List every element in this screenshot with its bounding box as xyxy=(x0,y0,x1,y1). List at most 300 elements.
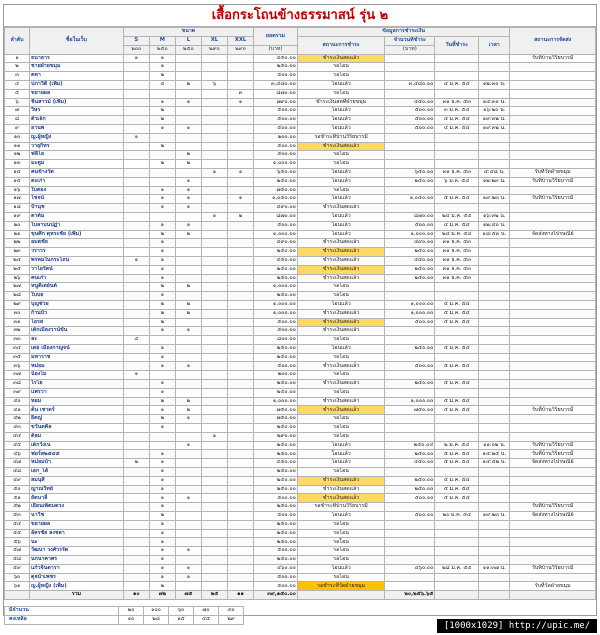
row-qty-s xyxy=(123,512,149,521)
row-ship xyxy=(510,573,596,582)
row-status: โอนแล้ว xyxy=(297,107,385,116)
row-total: ๒๕๐.๐๐ xyxy=(254,380,298,389)
row-name: โชจน์ xyxy=(30,195,124,204)
row-qty-l xyxy=(175,133,201,142)
row-total: ๒๕๐.๐๐ xyxy=(254,485,298,494)
row-no: ๕๔ xyxy=(5,520,30,529)
row-paid: ๗๕๐.๐๐ xyxy=(385,406,435,415)
row-time xyxy=(479,476,510,485)
row-ship xyxy=(510,336,596,345)
row-date: ๓๑ ธ.ค. ๕๓ xyxy=(435,98,479,107)
row-qty-xl: ๑ xyxy=(201,432,227,441)
row-no: ๒๖ xyxy=(5,274,30,283)
row-paid xyxy=(385,547,435,556)
table-row xyxy=(5,274,596,283)
row-total: ๒๕๐.๐๐ xyxy=(254,265,298,274)
row-status: รอโอน xyxy=(297,160,385,169)
row-paid xyxy=(385,283,435,292)
row-qty-xxl xyxy=(227,265,253,274)
row-date xyxy=(435,133,479,142)
row-no: ๖ xyxy=(5,98,30,107)
row-status: โอนแล้ว xyxy=(297,124,385,133)
row-status: ชำระเงินสดแล้ว xyxy=(297,362,385,371)
row-date: ๕ ม.ค. ๕๔ xyxy=(435,309,479,318)
row-date xyxy=(435,388,479,397)
totals-qty: ๗๕ xyxy=(175,591,201,600)
row-total: ๒๕๐.๐๐ xyxy=(254,424,298,433)
row-qty-l xyxy=(175,512,201,521)
row-qty-l: ๑ xyxy=(175,186,201,195)
row-qty-l xyxy=(175,265,201,274)
row-qty-xl: ๖ xyxy=(201,80,227,89)
row-name: ใบบอ xyxy=(30,292,124,301)
row-qty-m: ๑ xyxy=(149,380,175,389)
row-date: ๓๑ ธ.ค. ๕๓ xyxy=(435,168,479,177)
row-status: รอโอน xyxy=(297,63,385,72)
row-no: ๕๖ xyxy=(5,538,30,547)
row-total: ๕๐๐.๐๐ xyxy=(254,318,298,327)
table-row xyxy=(5,300,596,309)
table-row xyxy=(5,424,596,433)
row-qty-l xyxy=(175,142,201,151)
row-status: รอโอน xyxy=(297,468,385,477)
table-row xyxy=(5,133,596,142)
row-date: ๕ ม.ค. ๕๔ xyxy=(435,318,479,327)
row-total: ๘๗๐.๐๐ xyxy=(254,89,298,98)
row-qty-s: ๑ xyxy=(123,371,149,380)
row-paid: ๑,๐๐๐.๐๐ xyxy=(385,397,435,406)
row-qty-xxl xyxy=(227,239,253,248)
row-date: ๔ ม.ค. ๕๔ xyxy=(435,124,479,133)
row-qty-l: ๑ xyxy=(175,573,201,582)
summary-qty: ๔๐ xyxy=(219,607,244,616)
row-status: รอโอน xyxy=(297,336,385,345)
row-time xyxy=(479,371,510,380)
col-total: ยอดรวม xyxy=(254,28,298,46)
row-date xyxy=(435,283,479,292)
row-qty-s xyxy=(123,318,149,327)
row-qty-m: ๑ xyxy=(149,186,175,195)
row-total: ๑,๐๐๐.๐๐ xyxy=(254,397,298,406)
row-time xyxy=(479,186,510,195)
row-qty-l: ๑ xyxy=(175,494,201,503)
row-paid: ๒๕๐.๐๐ xyxy=(385,380,435,389)
table-row xyxy=(5,397,596,406)
row-ship xyxy=(510,256,596,265)
row-ship: รับที่บ้านวิริยบารมี xyxy=(510,177,596,186)
row-time xyxy=(479,309,510,318)
table-row xyxy=(5,124,596,133)
row-qty-l xyxy=(175,556,201,565)
row-status: ชำระเงินสดแล้ว xyxy=(297,248,385,257)
row-qty-m: ๑ xyxy=(149,124,175,133)
row-qty-l: ๒ xyxy=(175,230,201,239)
table-row xyxy=(5,547,596,556)
row-ship xyxy=(510,63,596,72)
table-row xyxy=(5,221,596,230)
row-qty-s: ๑ xyxy=(123,54,149,63)
row-qty-m: ๑ xyxy=(149,424,175,433)
summary-qty: ๒๐ xyxy=(119,607,144,616)
table-row xyxy=(5,468,596,477)
row-name: ยัดนาลี xyxy=(30,494,124,503)
table-row xyxy=(5,573,596,582)
row-qty-m: ๑ xyxy=(149,248,175,257)
totals-qty: ๗๒ xyxy=(149,591,175,600)
row-name: เยื่อนเพ็ตมดวง xyxy=(30,503,124,512)
row-date: ๓๑ ธ.ค. ๕๓ xyxy=(435,274,479,283)
row-total: ๕๐๐.๐๐ xyxy=(254,107,298,116)
row-qty-m: ๒ xyxy=(149,72,175,81)
row-name: นกนาคาศร xyxy=(30,556,124,565)
row-qty-s xyxy=(123,212,149,221)
row-date xyxy=(435,547,479,556)
row-date: ๕ ม.ค. ๕๔ xyxy=(435,485,479,494)
row-name: โอรส xyxy=(30,318,124,327)
row-no: ๑๕ xyxy=(5,177,30,186)
row-date xyxy=(435,432,479,441)
row-qty-l xyxy=(175,459,201,468)
row-name: ตัวเล็ก xyxy=(30,116,124,125)
row-no: ๓ xyxy=(5,72,30,81)
row-status: ชำระเงินสดที่ฝ่ายขมุม xyxy=(297,98,385,107)
row-qty-xl xyxy=(201,336,227,345)
row-total: ๕๐๐.๐๐ xyxy=(254,573,298,582)
row-ship: รับที่บ้านวิริยบารมี xyxy=(510,450,596,459)
table-row xyxy=(5,503,596,512)
row-no: ๒๘ xyxy=(5,292,30,301)
row-no: ๖๑ xyxy=(5,582,30,591)
table-row xyxy=(5,353,596,362)
row-qty-m xyxy=(149,133,175,142)
row-no: ๒๑ xyxy=(5,230,30,239)
row-status: รอโอน xyxy=(297,353,385,362)
row-qty-xl xyxy=(201,230,227,239)
row-time xyxy=(479,520,510,529)
row-no: ๓๓ xyxy=(5,336,30,345)
row-ship xyxy=(510,309,596,318)
row-paid: ๕๐๐.๐๐ xyxy=(385,318,435,327)
row-paid: ๑,๐๐๐.๐๐ xyxy=(385,300,435,309)
row-time xyxy=(479,133,510,142)
row-qty-m: ๑ xyxy=(149,239,175,248)
row-qty-xxl xyxy=(227,450,253,459)
row-ship xyxy=(510,151,596,160)
row-ship xyxy=(510,494,596,503)
row-no: ๒๒ xyxy=(5,239,30,248)
row-paid xyxy=(385,54,435,63)
row-no: ๓๕ xyxy=(5,353,30,362)
row-time: ๑๙:๒๓ น. xyxy=(479,512,510,521)
row-total: ๕๐๐.๐๐ xyxy=(254,72,298,81)
row-ship xyxy=(510,380,596,389)
row-total: ๗๕๐.๐๐ xyxy=(254,415,298,424)
row-qty-l: ๒ xyxy=(175,309,201,318)
row-status: รอชำระที่บ้านวิริยบารมี xyxy=(297,133,385,142)
row-qty-m: ๒ xyxy=(149,283,175,292)
row-total: ๒๕๐.๐๐ xyxy=(254,353,298,362)
row-ship: จัดส่งทางไปรษณีย์ xyxy=(510,512,596,521)
row-paid xyxy=(385,63,435,72)
row-date xyxy=(435,353,479,362)
row-date xyxy=(435,142,479,151)
row-qty-l: ๑ xyxy=(175,547,201,556)
row-qty-s xyxy=(123,221,149,230)
row-no: ๔๔ xyxy=(5,432,30,441)
row-total: ๗๕๐.๐๐ xyxy=(254,406,298,415)
row-name: พรหมในกระโถน xyxy=(30,256,124,265)
row-qty-xl xyxy=(201,468,227,477)
row-qty-xxl xyxy=(227,424,253,433)
row-qty-s xyxy=(123,151,149,160)
row-qty-s xyxy=(123,362,149,371)
row-total: ๒๕๐.๐๐ xyxy=(254,538,298,547)
row-no: ๔๙ xyxy=(5,476,30,485)
row-status: ชำระเงินสดแล้ว xyxy=(297,239,385,248)
row-qty-xl xyxy=(201,344,227,353)
row-paid: ๕๐๐.๐๐ xyxy=(385,494,435,503)
row-qty-xl: ๑ xyxy=(201,168,227,177)
row-name: ธนาธาร xyxy=(30,54,124,63)
row-qty-xl xyxy=(201,441,227,450)
row-name: ไรโย xyxy=(30,380,124,389)
row-qty-xl xyxy=(201,142,227,151)
row-paid xyxy=(385,160,435,169)
row-qty-xl xyxy=(201,89,227,98)
row-date xyxy=(435,186,479,195)
row-qty-l: ๑ xyxy=(175,204,201,213)
row-time xyxy=(479,89,510,98)
row-date xyxy=(435,204,479,213)
row-qty-l xyxy=(175,274,201,283)
row-qty-xxl xyxy=(227,573,253,582)
row-qty-xl xyxy=(201,547,227,556)
row-qty-s: ๒ xyxy=(123,459,149,468)
row-qty-xl xyxy=(201,292,227,301)
row-date xyxy=(435,336,479,345)
row-ship: รับที่วัดฝ่ายขมุม xyxy=(510,582,596,591)
row-qty-m: ๑ xyxy=(149,476,175,485)
row-status: ชำระเงินสดแล้ว xyxy=(297,54,385,63)
row-qty-xxl xyxy=(227,80,253,89)
row-qty-xxl xyxy=(227,124,253,133)
row-name: ตาต้ม xyxy=(30,212,124,221)
row-paid xyxy=(385,573,435,582)
row-qty-m: ๒ xyxy=(149,230,175,239)
row-time xyxy=(479,318,510,327)
row-qty-xxl xyxy=(227,204,253,213)
row-no: ๕๓ xyxy=(5,512,30,521)
row-qty-xxl xyxy=(227,432,253,441)
row-qty-l: ๑ xyxy=(175,564,201,573)
row-qty-xl xyxy=(201,424,227,433)
row-date xyxy=(435,529,479,538)
row-no: ๕ xyxy=(5,89,30,98)
row-qty-s xyxy=(123,538,149,547)
row-qty-xl xyxy=(201,72,227,81)
table-row xyxy=(5,336,596,345)
row-paid xyxy=(385,204,435,213)
row-date: ๕ ม.ค. ๕๔ xyxy=(435,344,479,353)
row-qty-m: ๑ xyxy=(149,98,175,107)
row-total: ๔๙๐.๐๐ xyxy=(254,204,298,213)
table-row xyxy=(5,256,596,265)
row-time: ๑๘:๕๓ น. xyxy=(479,230,510,239)
row-paid xyxy=(385,582,435,591)
row-time xyxy=(479,256,510,265)
row-name: หอม xyxy=(30,397,124,406)
row-qty-xxl xyxy=(227,63,253,72)
row-qty-l: ๑ xyxy=(175,221,201,230)
row-paid: ๕๐๐.๐๐ xyxy=(385,107,435,116)
row-qty-l xyxy=(175,54,201,63)
row-qty-xl xyxy=(201,415,227,424)
row-qty-s xyxy=(123,388,149,397)
row-total: ๒๕๐.๐๐ xyxy=(254,476,298,485)
row-no: ๓๐ xyxy=(5,309,30,318)
row-qty-l: ๑ xyxy=(175,124,201,133)
row-name: ไบลาบนปฏ่า xyxy=(30,221,124,230)
row-paid: ๒๕๐.๐๐ xyxy=(385,274,435,283)
row-name: ก้านบัว xyxy=(30,309,124,318)
row-qty-s xyxy=(123,353,149,362)
row-paid: ๒๕๐.๐๔ xyxy=(385,441,435,450)
row-status: โอนแล้ว xyxy=(297,344,385,353)
row-qty-xxl xyxy=(227,336,253,345)
table-row xyxy=(5,494,596,503)
table-row xyxy=(5,151,596,160)
row-paid: ๒๕๐.๐๐ xyxy=(385,485,435,494)
row-ship xyxy=(510,124,596,133)
row-qty-xl xyxy=(201,54,227,63)
table-row xyxy=(5,248,596,257)
row-qty-l: ๑ xyxy=(175,98,201,107)
summary-qty: ๒๙ xyxy=(219,616,244,625)
row-date xyxy=(435,151,479,160)
row-no: ๑๔ xyxy=(5,168,30,177)
row-status: รอโอน xyxy=(297,72,385,81)
row-ship xyxy=(510,89,596,98)
row-qty-l xyxy=(175,239,201,248)
row-date xyxy=(435,468,479,477)
row-qty-xxl xyxy=(227,547,253,556)
row-qty-xl xyxy=(201,300,227,309)
row-paid xyxy=(385,424,435,433)
row-qty-m: ๒ xyxy=(149,309,175,318)
row-name: หม่อมบ้า xyxy=(30,459,124,468)
row-date: ๕ ม.ค. ๕๔ xyxy=(435,362,479,371)
row-total: ๑,๐๐๐.๐๐ xyxy=(254,160,298,169)
row-time xyxy=(479,538,510,547)
row-qty-s xyxy=(123,72,149,81)
row-time xyxy=(479,432,510,441)
row-time xyxy=(479,380,510,389)
row-ship xyxy=(510,72,596,81)
row-time xyxy=(479,503,510,512)
row-date: ๕ ม.ค. ๕๔ xyxy=(435,195,479,204)
row-time xyxy=(479,362,510,371)
row-total: ๗๙๐.๐๐ xyxy=(254,98,298,107)
table-row xyxy=(5,529,596,538)
table-row xyxy=(5,318,596,327)
row-paid xyxy=(385,336,435,345)
row-qty-l: ๑ xyxy=(175,441,201,450)
row-qty-m: ๑ xyxy=(149,388,175,397)
row-time xyxy=(479,344,510,353)
row-ship xyxy=(510,476,596,485)
row-paid xyxy=(385,133,435,142)
summary-qty: ๑๐ xyxy=(119,616,144,625)
row-date: ๓๑ ธ.ค. ๕๓ xyxy=(435,265,479,274)
row-total: ๑,๐๐๐.๐๐ xyxy=(254,309,298,318)
row-qty-m: ๑ xyxy=(149,564,175,573)
row-time: ๔:๔๘ น. xyxy=(479,168,510,177)
row-time: ๑๔:๕๒ น. xyxy=(479,459,510,468)
row-status: โอนแล้ว xyxy=(297,80,385,89)
table-row xyxy=(5,538,596,547)
order-table xyxy=(4,27,596,600)
spreadsheet xyxy=(3,4,597,623)
row-qty-xl xyxy=(201,177,227,186)
row-total: ๕๐๐.๐๐ xyxy=(254,362,298,371)
row-qty-m: ๑ xyxy=(149,485,175,494)
row-status: รอโอน xyxy=(297,432,385,441)
row-no: ๕๕ xyxy=(5,529,30,538)
row-qty-l xyxy=(175,353,201,362)
row-qty-s xyxy=(123,476,149,485)
row-qty-l xyxy=(175,256,201,265)
row-qty-xl xyxy=(201,582,227,591)
row-time xyxy=(479,406,510,415)
row-no: ๑ xyxy=(5,54,30,63)
col-pay-time: เวลา xyxy=(479,37,510,55)
row-qty-xxl xyxy=(227,142,253,151)
row-qty-m: ๑ xyxy=(149,344,175,353)
row-date xyxy=(435,573,479,582)
row-qty-l xyxy=(175,116,201,125)
table-row xyxy=(5,107,596,116)
row-qty-m: ๑ xyxy=(149,63,175,72)
row-qty-l xyxy=(175,485,201,494)
row-qty-s xyxy=(123,63,149,72)
row-status: ชำระเงินสดแล้ว xyxy=(297,309,385,318)
row-time: ๑๖:๓๒ น. xyxy=(479,212,510,221)
row-time xyxy=(479,529,510,538)
table-row xyxy=(5,327,596,336)
summary-qty: ๔๕ xyxy=(194,616,219,625)
row-qty-s xyxy=(123,124,149,133)
row-paid: ๔๙๐.๐๐ xyxy=(385,239,435,248)
row-qty-s xyxy=(123,564,149,573)
row-name: ฟอร์ส๒๕๔๕ xyxy=(30,450,124,459)
row-qty-xl xyxy=(201,63,227,72)
row-no: ๒ xyxy=(5,63,30,72)
row-status: ชำระเงินสดแล้ว xyxy=(297,327,385,336)
table-row xyxy=(5,476,596,485)
row-time xyxy=(479,274,510,283)
row-time: ๑๙:๓๒ น. xyxy=(479,116,510,125)
row-qty-m: ๒ xyxy=(149,160,175,169)
row-name: แก้วจินดารา xyxy=(30,564,124,573)
row-no: ๕๐ xyxy=(5,485,30,494)
row-paid: ๕๐๐.๐๐ xyxy=(385,362,435,371)
row-qty-xl xyxy=(201,388,227,397)
row-no: ๒๔ xyxy=(5,256,30,265)
row-qty-s xyxy=(123,204,149,213)
row-status: รอโอน xyxy=(297,424,385,433)
row-ship xyxy=(510,98,596,107)
row-paid: ๒๕๐.๐๐ xyxy=(385,476,435,485)
